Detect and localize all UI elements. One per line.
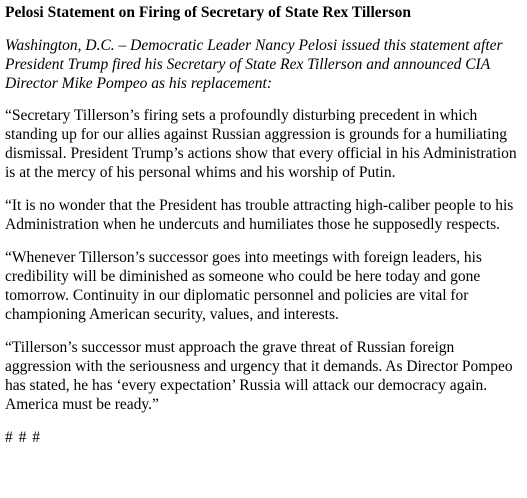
end-mark: # # #: [5, 429, 41, 446]
statement-paragraph: “Whenever Tillerson’s successor goes into meetings with foreign leaders, his credibility will be diminished as someone who could be here today and gone tomorrow. Continuity in our diplomatic personnel and policies are vital for championing American security, values, and interests.: [5, 249, 482, 323]
statement-dateline: Washington, D.C. – Democratic Leader Nancy Pelosi issued this statement after President Trump fired his Secretary of State Rex Tillerson and announced CIA Director Mike Pompeo as his replacement:: [5, 37, 503, 92]
statement-paragraph: “Secretary Tillerson’s firing sets a profoundly disturbing precedent in which standing up for our allies against Russian aggression is grounds for a humiliating dismissal. President Trump’s actions show that every official in his Administration is at the mercy of his personal whims and his worship of Putin.: [5, 107, 517, 181]
statement-paragraph: “Tillerson’s successor must approach the grave threat of Russian foreign aggression with the seriousness and urgency that it demands. As Director Pompeo has stated, he has ‘every expectation’ Russia will attack our democracy again. America must be ready.”: [5, 339, 513, 413]
statement-paragraph: “It is no wonder that the President has trouble attracting high-caliber people to his Administration when he undercuts and humiliates those he supposedly respects.: [5, 197, 514, 233]
statement-title: Pelosi Statement on Firing of Secretary of State Rex Tillerson: [5, 4, 411, 21]
